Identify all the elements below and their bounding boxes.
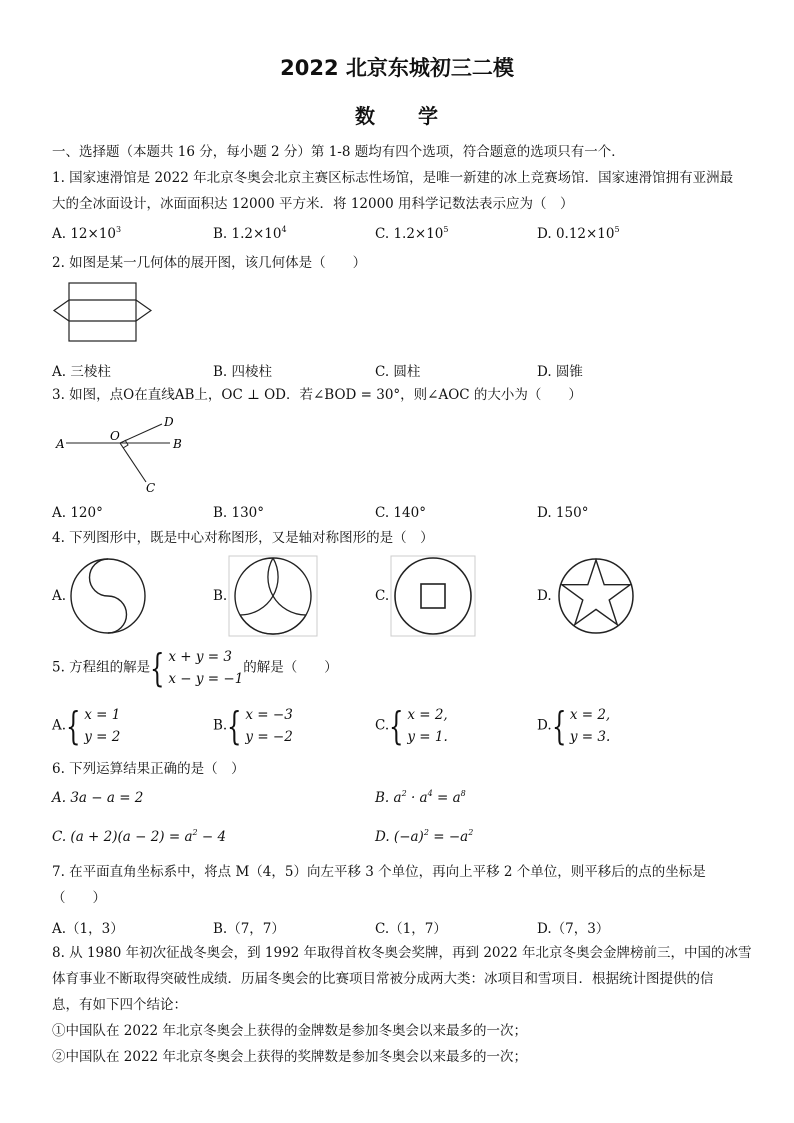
q2-option-d: D. 圆锥	[537, 364, 583, 380]
q1-option-b	[213, 226, 287, 242]
q3-stem: 3. 如图，点O在直线AB上，OC ⊥ OD．若∠BOD = 30°，则∠AOC 的大小为（ ）	[52, 387, 582, 403]
q2-option-b: B. 四棱柱	[213, 364, 273, 380]
q8-conclusion-2: ②中国队在 2022 年北京冬奥会上获得的奖牌数是参加冬奥会以来最多的一次；	[52, 1049, 527, 1065]
exponent: 5	[614, 225, 620, 234]
point-label-a: A	[56, 437, 65, 451]
exponent: 8	[460, 789, 466, 798]
option-label: D.	[537, 226, 552, 242]
q8-stem-line1: 8. 从 1980 年初次征战冬奥会，到 1992 年取得首枚冬奥会奖牌，再到 2022 年北京冬奥会金牌榜前三，中国的冰雪	[52, 945, 752, 961]
expr: C. (a + 2)(a − 2) = a	[52, 829, 193, 845]
q1-stem-line2: 大的全冰面设计，冰面面积达 12000 平方米．将 12000 用科学记数法表示应为（ ）	[52, 196, 574, 212]
q5-stem-text: 5. 方程组的解是	[52, 659, 151, 676]
q6-option-a: A. 3a − a = 2	[52, 790, 144, 806]
q5-option-d	[537, 704, 610, 748]
solution-x: x = 2,	[407, 707, 448, 723]
section-heading: 一、选择题（本题共 16 分，每小题 2 分）第 1-8 题均有四个选项，符合题意的选项只有一个．	[52, 144, 625, 160]
q7-option-b: B.（7，7）	[213, 921, 285, 937]
solution-y: y = −2	[245, 729, 293, 745]
star-in-circle-figure	[556, 556, 636, 636]
exponent: 2	[423, 828, 429, 837]
exponent: 2	[468, 828, 474, 837]
expr: = a	[432, 790, 461, 806]
exponent: 5	[443, 225, 449, 234]
equation-1: x + y = 3	[168, 649, 232, 665]
page-title: 2022 北京东城初三二模	[280, 56, 514, 80]
expr: B. a	[375, 790, 402, 806]
option-label: B.	[213, 717, 228, 734]
option-label: A.	[52, 226, 67, 242]
q8-stem-line3: 息，有如下四个结论：	[52, 997, 187, 1013]
q7-option-d: D.（7，3）	[537, 921, 610, 937]
q4-option-a-label: A.	[52, 588, 67, 604]
q4-option-d-label: D.	[537, 588, 552, 604]
solution-x: x = 2,	[569, 707, 611, 723]
q1-option-d	[537, 226, 620, 242]
option-label: D.	[537, 717, 552, 734]
q8-conclusion-1: ①中国队在 2022 年北京冬奥会上获得的金牌数是参加冬奥会以来最多的一次；	[52, 1023, 527, 1039]
q1-option-a	[52, 226, 121, 242]
q7-stem-line1: 7. 在平面直角坐标系中，将点 M（4，5）向左平移 3 个单位，再向上平移 2 个单位，则平移后的点的坐标是	[52, 864, 706, 880]
expr: − 4	[197, 829, 227, 845]
q6-option-c	[52, 829, 226, 845]
expr: · a	[406, 790, 428, 806]
yin-yang-figure	[66, 556, 150, 636]
exponent: 4	[427, 789, 433, 798]
q2-option-c: C. 圆柱	[375, 364, 421, 380]
q4-option-b-label: B.	[213, 588, 228, 604]
brace-icon: {	[551, 704, 567, 748]
option-value: 12×10	[70, 226, 117, 242]
q5-option-b	[213, 704, 293, 748]
point-label-b: B	[173, 437, 182, 451]
q3-option-d: D. 150°	[537, 505, 589, 521]
angle-figure	[52, 410, 192, 500]
expr: D. (−a)	[375, 829, 424, 845]
q1-option-c	[375, 226, 449, 242]
expr: = −a	[428, 829, 469, 845]
point-label-d: D	[164, 415, 174, 429]
option-value: 0.12×10	[555, 226, 615, 242]
q8-stem-line2: 体育事业不断取得突破性成绩．历届冬奥会的比赛项目常被分成两大类：冰项目和雪项目．根据统计图提供的信	[52, 971, 714, 987]
q3-option-a: A. 120°	[52, 505, 103, 521]
brace-icon: {	[66, 704, 81, 748]
three-circles-figure	[228, 555, 318, 637]
q5-stem-tail: 的解是（ ）	[243, 659, 338, 676]
point-label-o: O	[110, 429, 120, 443]
q3-option-c: C. 140°	[375, 505, 426, 521]
subject-title: 数 学	[355, 104, 439, 128]
q7-stem-line2: （ ）	[52, 890, 106, 906]
solution-y: y = 3.	[569, 729, 611, 745]
coin-figure	[390, 555, 476, 637]
prism-net-figure	[52, 280, 152, 346]
q6-option-d	[375, 829, 473, 845]
solution	[570, 704, 610, 748]
solution-y: y = 1.	[407, 729, 448, 745]
q4-option-c-label: C.	[375, 588, 390, 604]
q4-stem: 4. 下列图形中，既是中心对称图形，又是轴对称图形的是（ ）	[52, 530, 434, 546]
option-value: 1.2×10	[231, 226, 282, 242]
solution-y: y = 2	[84, 729, 121, 745]
option-label: C.	[375, 717, 390, 734]
equation-system	[168, 646, 243, 690]
option-label: C.	[375, 226, 390, 242]
exponent: 4	[281, 225, 287, 234]
exponent: 2	[401, 789, 407, 798]
exponent: 2	[192, 828, 198, 837]
brace-icon: {	[389, 704, 404, 748]
option-label: A.	[52, 717, 67, 734]
solution-x: x = −3	[245, 707, 293, 723]
solution-x: x = 1	[84, 707, 121, 723]
option-value: 1.2×10	[393, 226, 444, 242]
point-label-c: C	[146, 481, 156, 495]
solution	[84, 704, 120, 748]
q7-option-a: A.（1，3）	[52, 921, 124, 937]
solution	[245, 704, 292, 748]
q2-option-a: A. 三棱柱	[52, 364, 111, 380]
q6-option-b	[375, 790, 466, 806]
q6-stem: 6. 下列运算结果正确的是（ ）	[52, 761, 245, 777]
q5-option-c	[375, 704, 448, 748]
q5-stem	[52, 646, 338, 690]
equation-2: x − y = −1	[168, 671, 244, 687]
brace-icon: {	[150, 646, 165, 690]
q5-option-a	[52, 704, 120, 748]
q1-stem-line1: 1. 国家速滑馆是 2022 年北京冬奥会北京主赛区标志性场馆，是唯一新建的冰上竞赛场馆．国家速滑馆拥有亚洲最	[52, 170, 734, 186]
q2-stem: 2. 如图是某一几何体的展开图，该几何体是（ ）	[52, 255, 367, 271]
q7-option-c: C.（1，7）	[375, 921, 447, 937]
option-label: B.	[213, 226, 228, 242]
q3-option-b: B. 130°	[213, 505, 265, 521]
brace-icon: {	[227, 704, 242, 748]
exponent: 3	[116, 225, 122, 234]
solution	[407, 704, 447, 748]
